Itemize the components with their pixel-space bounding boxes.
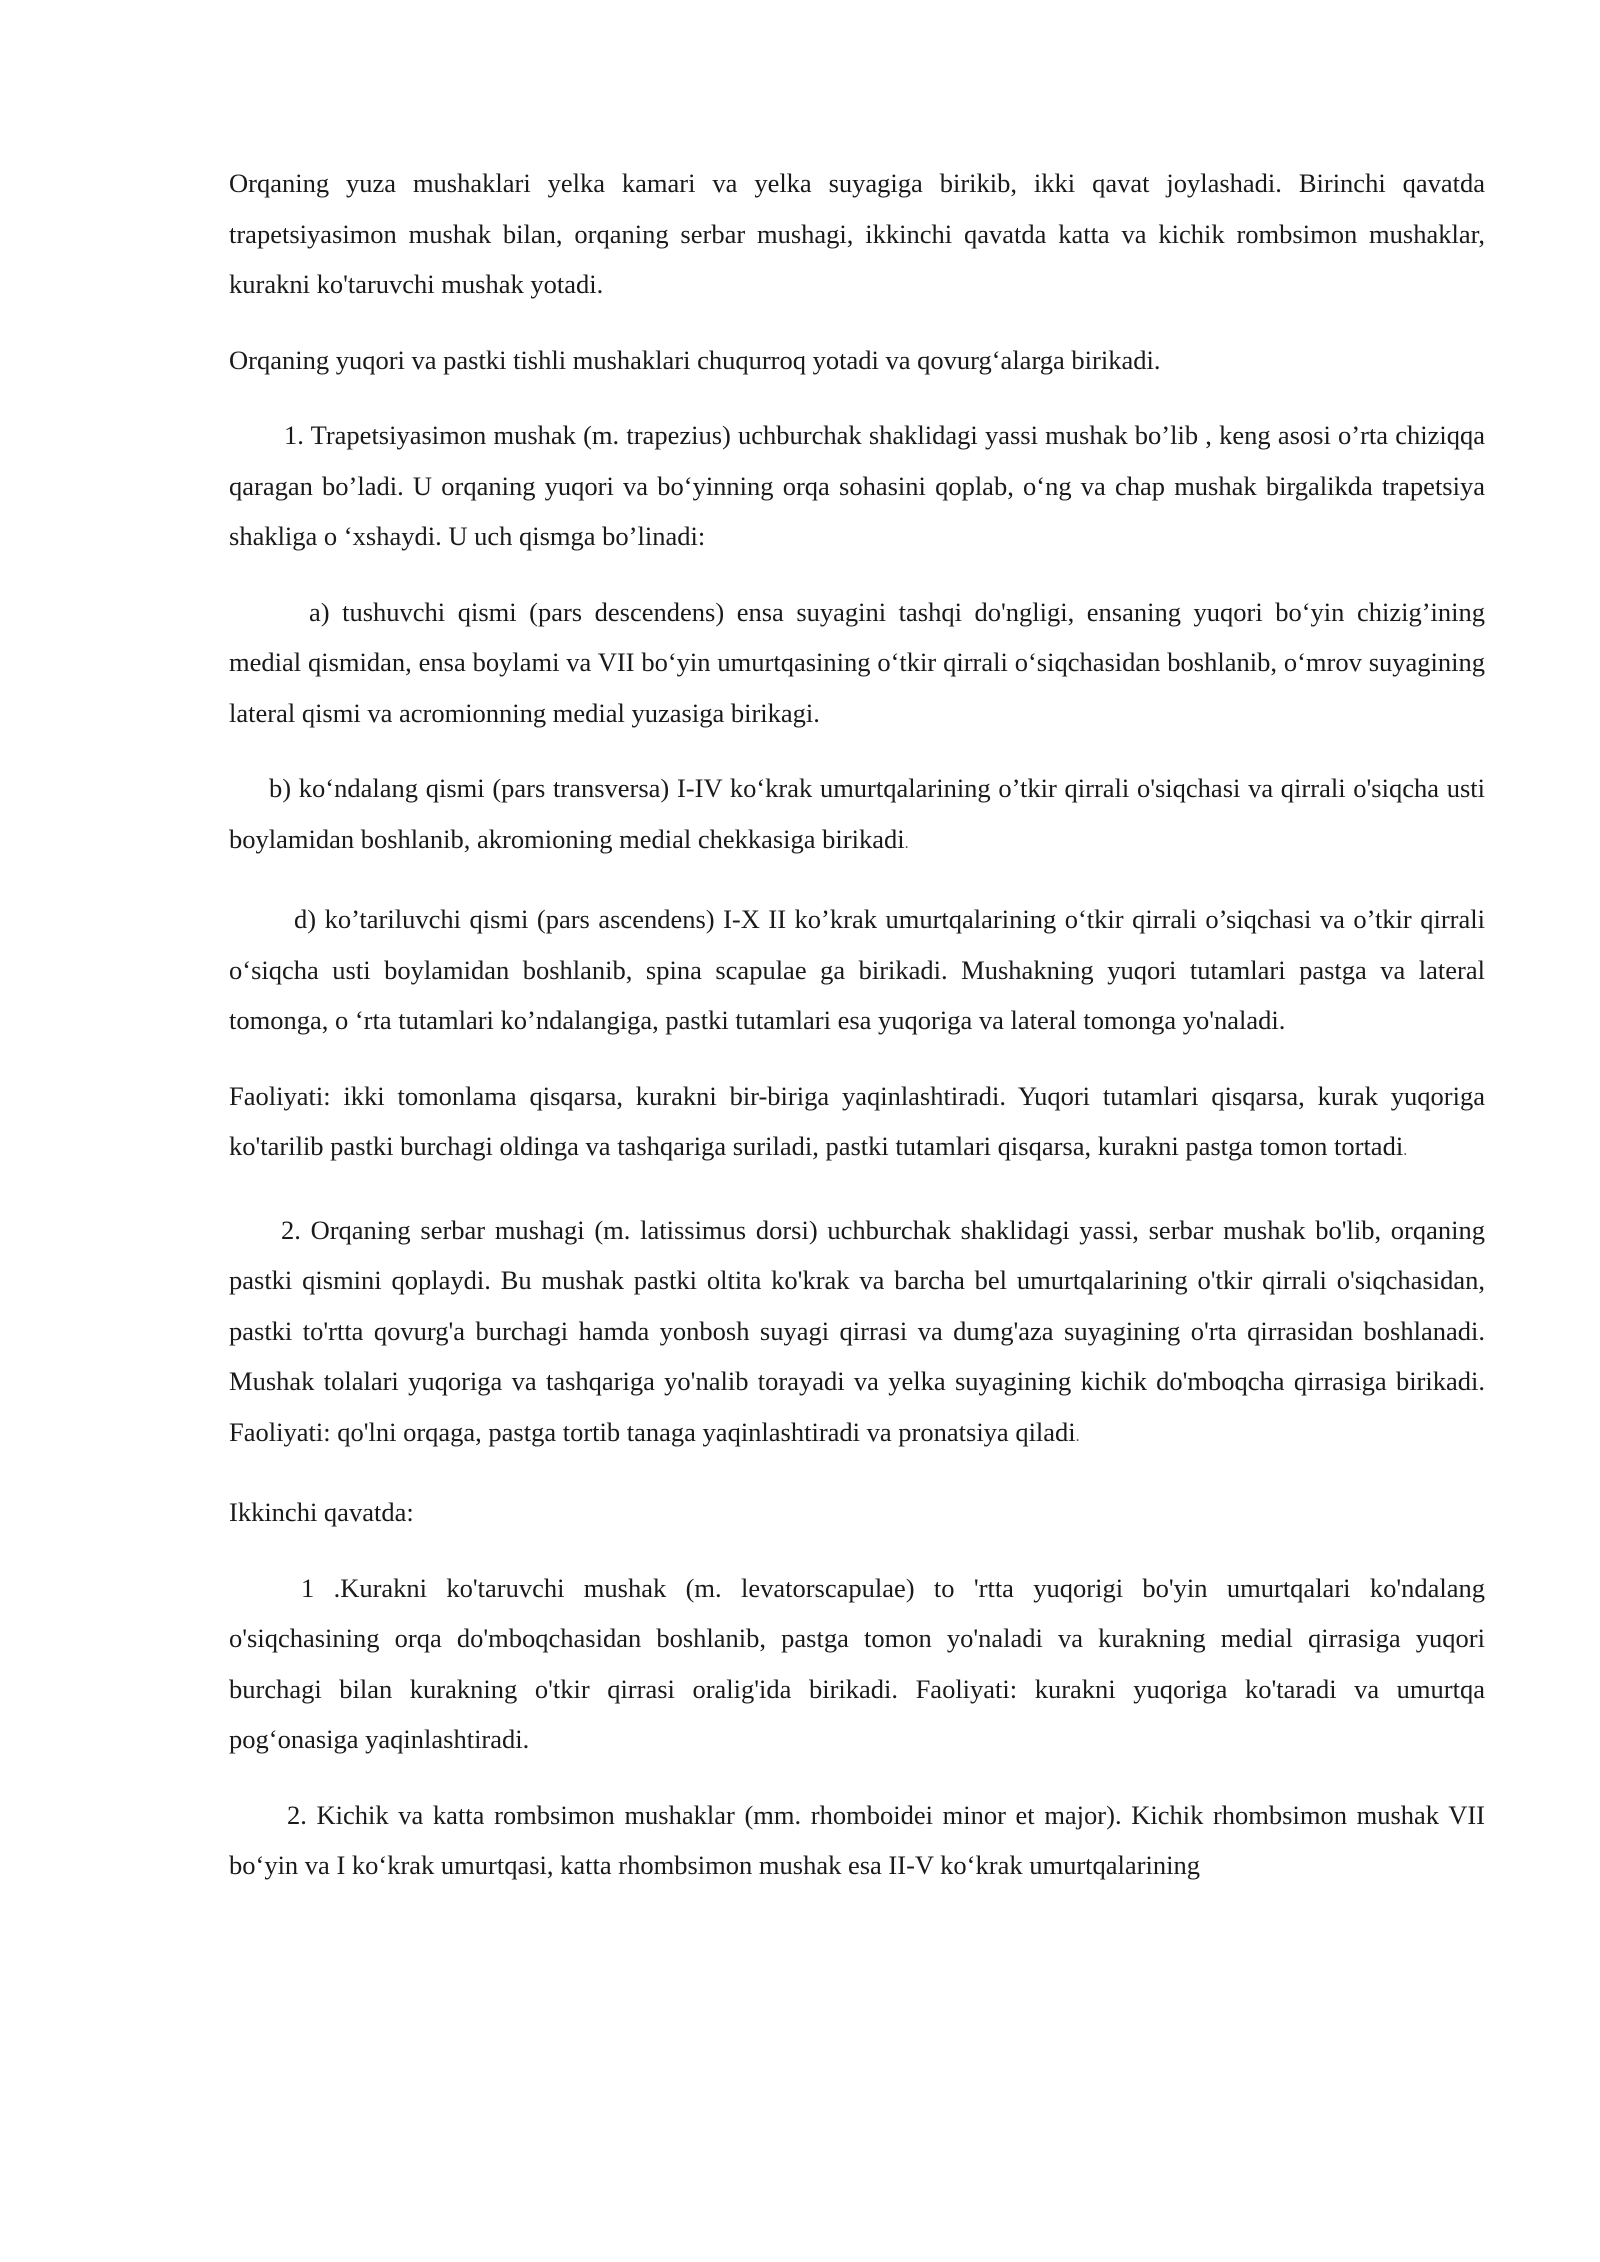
trailing-dot: . <box>1075 1427 1080 1445</box>
paragraph-function <box>229 1071 1485 1177</box>
paragraph-descending-part: a) tushuvchi qismi (pars descendens) ensa suyagini tashqi do'ngligi, ensaning yuqori bo‘yin chizig’ining medial qismidan, ensa boylami va VII bo‘yin umurtqasining o‘tkir qirrali o‘siqchasidan boshlanib, o‘mrov suyagining lateral qismi va acromionning medial yuzasiga birikagi. <box>229 596 1485 728</box>
trailing-dot: . <box>904 834 909 852</box>
paragraph-deep-muscles: Orqaning yuqori va pastki tishli mushaklari chuqurroq yotadi va qovurg‘alarga birikadi. <box>229 344 1161 375</box>
paragraph-rhomboid: 2. Kichik va katta rombsimon mushaklar (mm. rhomboidei minor et major). Kichik rhombsimon mushak VII bo‘yin va I ko‘krak umurtqasi, katta rhombsimon mushak esa II-V ko‘krak umurtqalarining <box>229 1799 1485 1880</box>
paragraph-intro: Orqaning yuza mushaklari yelka kamari va yelka suyagiga birikib, ikki qavat joylashadi. Birinchi qavatda trapetsiyasimon mushak bilan, orqaning serbar mushagi, ikkinchi qavatda katta va kichik rombsimon mushaklar, kurakni ko'taruvchi mushak yotadi. <box>229 168 1485 299</box>
transverse-part-text: b) ko‘ndalang qismi (pars transversa) I-IV ko‘krak umurtqalarining o’tkir qirrali o'siqchasi va qirrali o'siqcha usti boylamidan boshlanib, akromioning medial chekkasiga birikadi <box>229 773 1485 854</box>
paragraph-latissimus <box>229 1205 1485 1463</box>
function-text: Faoliyati: ikki tomonlama qisqarsa, kurakni bir-biriga yaqinlashtiradi. Yuqori tutamlari qisqarsa, kurak yuqoriga ko'tarilib pastki burchagi oldinga va tashqariga suriladi, pastki tutamlari qisqarsa, kurakni pastga tomon tortadi <box>229 1080 1485 1161</box>
paragraph-ascending-part: d) ko’tariluvchi qismi (pars ascendens) I-X II ko’krak umurtqalarining o‘tkir qirrali o’siqchasi va o’tkir qirrali o‘siqcha usti boylamidan boshlanib, spina scapulae ga birikadi. Mushakning yuqori tutamlari pastga va lateral tomonga, o ‘rta tutamlari ko’ndalangiga, pastki tutamlari esa yuqoriga va lateral tomonga yo'naladi. <box>229 904 1485 1035</box>
paragraph-trapezius: 1. Trapetsiyasimon mushak (m. trapezius) uchburchak shaklidagi yassi mushak bo’lib , keng asosi o’rta chiziqqa qaragan bo’ladi. U orqaning yuqori va bo‘yinning orqa sohasini qoplab, o‘ng va chap mushak birgalikda trapetsiya shakliga o ‘xshaydi. U uch qismga bo’linadi: <box>229 420 1485 551</box>
paragraph-second-layer-heading: Ikkinchi qavatda: <box>229 1497 414 1527</box>
paragraph-transverse-part <box>229 763 1485 869</box>
paragraph-levator-scapulae: 1 .Kurakni ko'taruvchi mushak (m. levatorscapulae) to 'rtta yuqorigi bo'yin umurtqalari ko'ndalang o'siqchasining orqa do'mboqchasidan boshlanib, pastga tomon yo'naladi va kurakning medial qirrasiga yuqori burchagi bilan kurakning o'tkir qirrasi oralig'ida birikadi. Faoliyati: kurakni yuqoriga ko'taradi va umurtqa pog‘onasiga yaqinlashtiradi. <box>229 1572 1485 1754</box>
latissimus-text: 2. Orqaning serbar mushagi (m. latissimus dorsi) uchburchak shaklidagi yassi, serbar mushak bo'lib, orqaning pastki qismini qoplaydi. Bu mushak pastki oltita ko'krak va barcha bel umurtqalarining o'tkir qirrali o'siqchasidan, pastki to'rtta qovurg'a burchagi hamda yonbosh suyagi qirrasi va dumg'aza suyagining o'rta qirrasidan boshlanadi. Mushak tolalari yuqoriga va tashqariga yo'nalib torayadi va yelka suyagining kichik do'mboqcha qirrasiga birikadi. Faoliyati: qo'lni orqaga, pastga tortib tanaga yaqinlashtiradi va pronatsiya qiladi <box>229 1214 1485 1447</box>
document-page <box>229 158 1485 1891</box>
trailing-dot: . <box>1403 1142 1408 1159</box>
